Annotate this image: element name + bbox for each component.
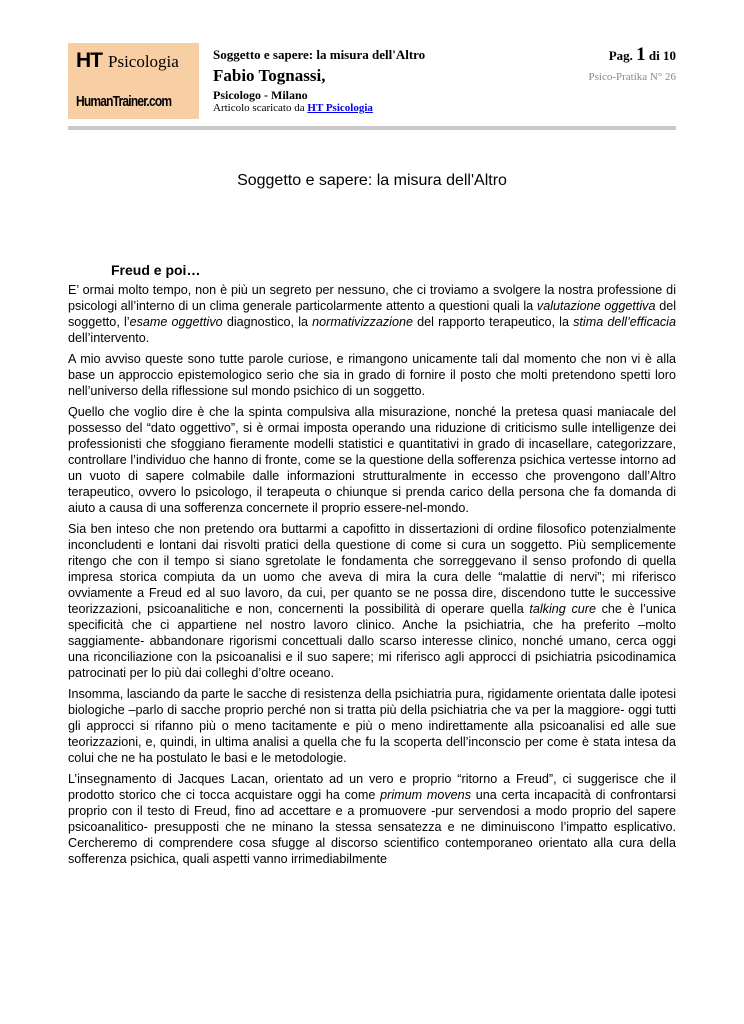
- logo-top-line: [76, 49, 179, 73]
- text-run: A mio avviso queste sono tutte parole curiose, e rimangono unicamente tali dal momento che non vi è alla base un approccio epistemologico serio che sia in grado di fornire il posto che molti pretendono spetti loro nell’universo della riflessione sul mondo psichico di un soggetto.: [68, 352, 676, 398]
- text-run: Insomma, lasciando da parte le sacche di resistenza della psichiatria pura, rigidamente orientata dalle ipotesi biologiche –parlo di sacche proprio perché non si tratta più della psichiatria che va per la maggiore- oggi tutti gli approcci si rifanno più o meno tacitamente e più o meno indirettamente alla psicoanalisi ed alle sue teorizzazioni, e, quindi, in ultima analisi a quella che fu la scoperta dell’inconscio per come è stata intesa da colui che ne ha postulato le basi e le metodologie.: [68, 687, 676, 765]
- ht-psicologia-logo: [68, 43, 199, 119]
- italic-term: stima dell’efficacia: [573, 315, 676, 329]
- ht-psicologia-link[interactable]: HT Psicologia: [307, 102, 373, 114]
- text-run: diagnostico, la: [222, 315, 313, 329]
- header-divider: [68, 126, 676, 130]
- italic-term: primum movens: [380, 788, 471, 802]
- paragraph: [68, 521, 676, 681]
- article-body: [68, 282, 676, 872]
- text-run: Quello che voglio dire è che la spinta compulsiva alla misurazione, nonché la pretesa quasi maniacale del possesso del “dato oggettivo”, si è ormai imposta operando una riduzione di criticismo sulle intelligenze dei professionisti che sfoggiano fieramente modelli statistici e quantitativi in grado di incasellare, categorizzare, controllare l’individuo che hanno di fronte, come se la questione della sofferenza psichica vertesse intorno ad un vuoto di sapere colmabile dalle informazioni strutturalmente in eccesso che provengono dall’Altro terapeutico, ovvero lo psicologo, il terapeuta o chiunque si prenda carico della persona che fa domanda di aiuto a causa di una sofferenza concernete il proprio essere-nel-mondo.: [68, 405, 676, 515]
- download-prefix: Articolo scaricato da: [213, 102, 308, 114]
- paragraph: [68, 282, 676, 346]
- header-article-title: Soggetto e sapere: la misura dell'Altro: [213, 47, 426, 62]
- logo-site: HumanTrainer.com: [76, 92, 172, 110]
- text-run: del rapporto terapeutico, la: [412, 315, 574, 329]
- page-indicator: [609, 44, 676, 66]
- paragraph: [68, 771, 676, 867]
- document-title: Soggetto e sapere: la misura dell'Altro: [237, 172, 507, 189]
- text-run: Sia ben inteso che non pretendo ora buttarmi a capofitto in dissertazioni di ordine filosofico potenzialmente inconcludenti e lontani dai risvolti pratici della questione di come si cura un soggetto. Più semplicemente ritengo che con il tempo si siano sgretolate le fondamenta che sorreggevano il senso profondo di quella impresa storica compiuta da un uomo che aveva di mira la cura delle “malattie di nervi”; mi riferisco ovviamente a Freud ed al suo lavoro, da cui, per quanto se ne possa dire, discendono tutte le successive teorizzazioni, psicoanalitiche e non, concernenti la possibilità di operare quella: [68, 522, 676, 616]
- italic-term: esame oggettivo: [129, 315, 223, 329]
- section-heading: Freud e poi…: [111, 262, 201, 278]
- paragraph: [68, 404, 676, 516]
- italic-term: normativizzazione: [312, 315, 413, 329]
- text-run: del soggetto, l’: [68, 299, 676, 329]
- paragraph: [68, 686, 676, 766]
- italic-term: talking cure: [529, 602, 596, 616]
- paragraph: [68, 351, 676, 399]
- header-author-role: Psicologo - Milano: [213, 88, 308, 102]
- header-author: Fabio Tognassi,: [213, 66, 326, 85]
- page-label: Pag.: [608, 48, 633, 63]
- text-run: dell’intervento.: [68, 331, 150, 345]
- page-total: di 10: [648, 48, 676, 63]
- italic-term: valutazione oggettiva: [536, 299, 656, 313]
- page-number: 1: [636, 44, 646, 65]
- series-number: Psico-Pratika N° 26: [588, 71, 676, 83]
- logo-ht: HT: [76, 49, 102, 72]
- text-run: che è l’unica specificità che ci appartiene nel nostro lavoro clinico. Anche la psichiatria, che ha preferito –molto saggiamente- abbandonare rigorismi concettuali dallo scarso interesse clinico, nonché umano, cerca oggi una riconciliazione con la psicoanalisi e il suo sapere; mi riferisco agli approcci di psichiatria psicodinamica patrocinati per lo più dai colleghi d’oltre oceano.: [68, 602, 676, 680]
- text-run: L’insegnamento di Jacques Lacan, orientato ad un vero e proprio “ritorno a Freud”, ci suggerisce che il prodotto storico che ci tocca acquistare oggi ha come: [68, 772, 676, 802]
- text-run: una certa incapacità di confrontarsi proprio con il testo di Freud, fino ad accettare e a promuovere -pur servendosi a modo proprio del sapere psicoanalitico- presupposti che ne minano la stessa sensatezza e ne diminuiscono l’impatto esplicativo. Cercheremo di comprendere cosa sfugge al discorso scientifico contemporaneo orientato alla cura della sofferenza psichica, quali aspetti vanno irrimediabilmente: [68, 788, 677, 866]
- logo-psicologia: Psicologia: [108, 52, 179, 71]
- header-download-note: [213, 102, 373, 114]
- text-run: E’ ormai molto tempo, non è più un segreto per nessuno, che ci troviamo a svolgere la nostra professione di psicologi all’interno di un clima generale particolarmente attento a questioni quali la: [68, 283, 676, 313]
